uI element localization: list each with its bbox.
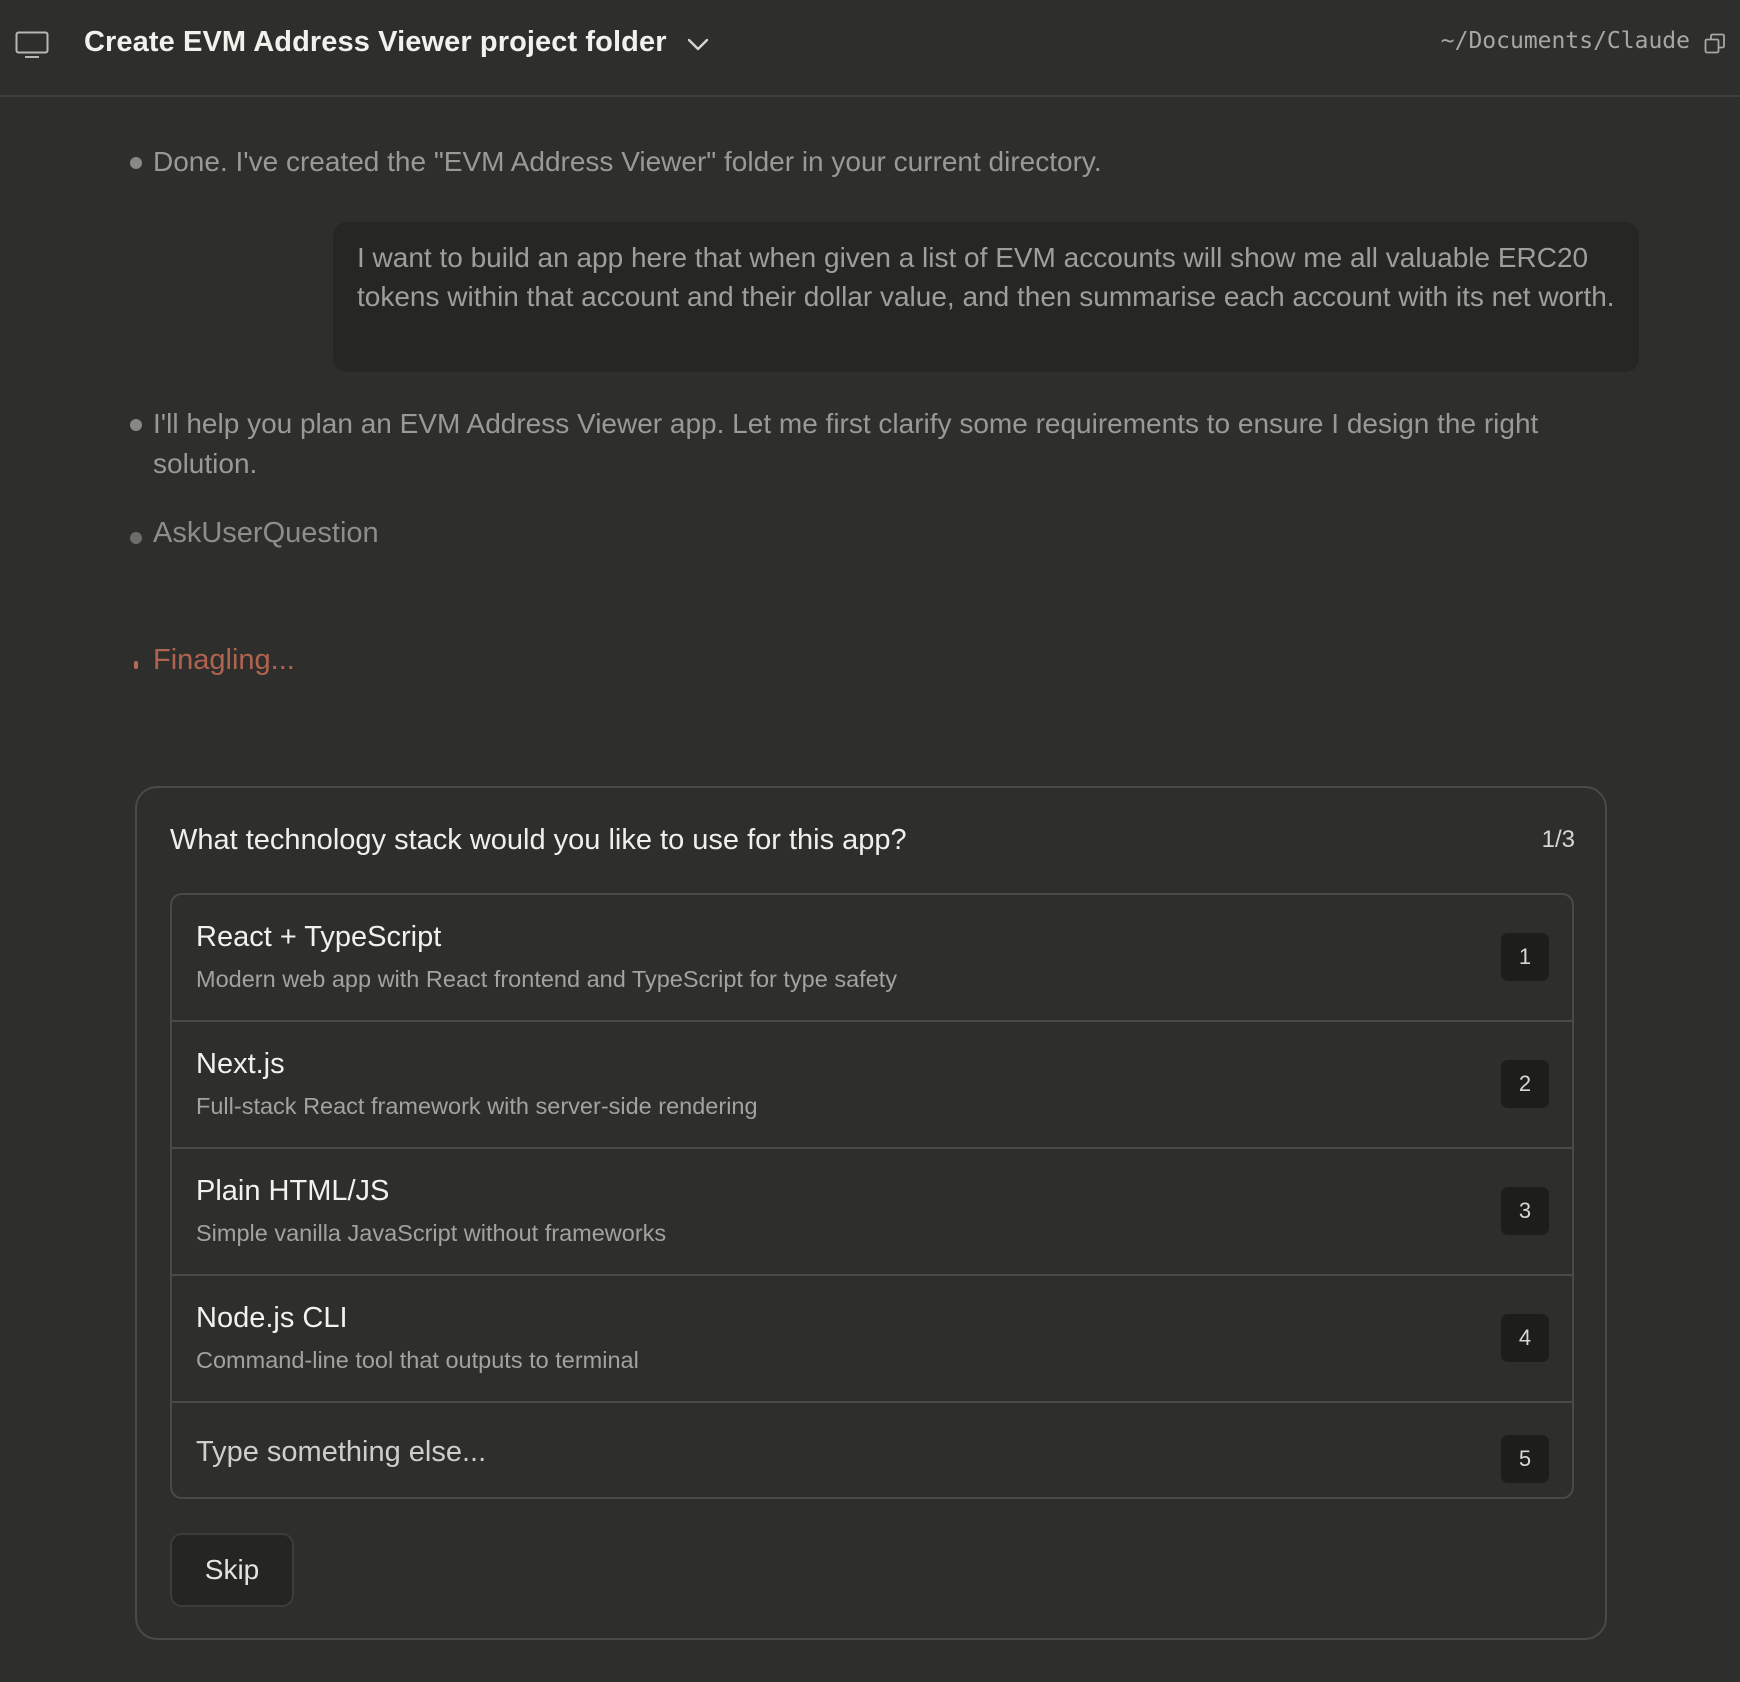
- option-react-typescript[interactable]: [172, 895, 1572, 1022]
- option-label: React + TypeScript: [196, 921, 442, 953]
- option-label: Next.js: [196, 1048, 285, 1080]
- option-shortcut-key: 3: [1501, 1187, 1549, 1235]
- status-text: Finagling...: [153, 644, 295, 676]
- copy-icon[interactable]: [1704, 33, 1726, 55]
- option-description: Command-line tool that outputs to terminal: [196, 1347, 639, 1373]
- option-description: Modern web app with React frontend and TypeScript for type safety: [196, 966, 898, 992]
- tool-call-name: AskUserQuestion: [153, 517, 379, 549]
- option-label: Plain HTML/JS: [196, 1175, 390, 1207]
- option-shortcut-key: 1: [1501, 933, 1549, 981]
- message-bullet-icon: [130, 419, 142, 431]
- session-header: [0, 0, 1740, 97]
- option-list: [170, 893, 1574, 1499]
- user-message-bubble: I want to build an app here that when given a list of EVM accounts will show me all valuable ERC20 tokens within that account and their dollar value, and then summarise each account with its net worth.: [333, 222, 1639, 372]
- spinner-icon: [134, 661, 138, 669]
- session-title[interactable]: Create EVM Address Viewer project folder: [84, 26, 667, 58]
- option-type-something-else[interactable]: [172, 1403, 1572, 1499]
- working-directory: ~/Documents/Claude: [1440, 28, 1690, 54]
- question-card: [135, 786, 1607, 1640]
- skip-button[interactable]: Skip: [170, 1533, 294, 1607]
- option-shortcut-key: 5: [1501, 1435, 1549, 1483]
- tool-bullet-icon: [130, 532, 142, 544]
- option-description: Full-stack React framework with server-side rendering: [196, 1093, 758, 1119]
- option-description: Simple vanilla JavaScript without frameworks: [196, 1220, 667, 1246]
- option-nextjs[interactable]: [172, 1022, 1572, 1149]
- message-bullet-icon: [130, 157, 142, 169]
- custom-answer-input[interactable]: Type something else...: [196, 1436, 487, 1468]
- question-counter: 1/3: [1541, 826, 1575, 853]
- option-shortcut-key: 4: [1501, 1314, 1549, 1362]
- option-nodejs-cli[interactable]: [172, 1276, 1572, 1403]
- assistant-message: Done. I've created the "EVM Address Viewer" folder in your current directory.: [153, 146, 1102, 177]
- option-shortcut-key: 2: [1501, 1060, 1549, 1108]
- chevron-down-icon[interactable]: [686, 34, 710, 54]
- assistant-message: I'll help you plan an EVM Address Viewer app. Let me first clarify some requirements to ensure I design the right solution.: [153, 408, 1539, 479]
- option-label: Node.js CLI: [196, 1302, 348, 1334]
- monitor-icon[interactable]: [15, 31, 49, 59]
- option-plain-html-js[interactable]: [172, 1149, 1572, 1276]
- question-text: What technology stack would you like to use for this app?: [170, 824, 907, 856]
